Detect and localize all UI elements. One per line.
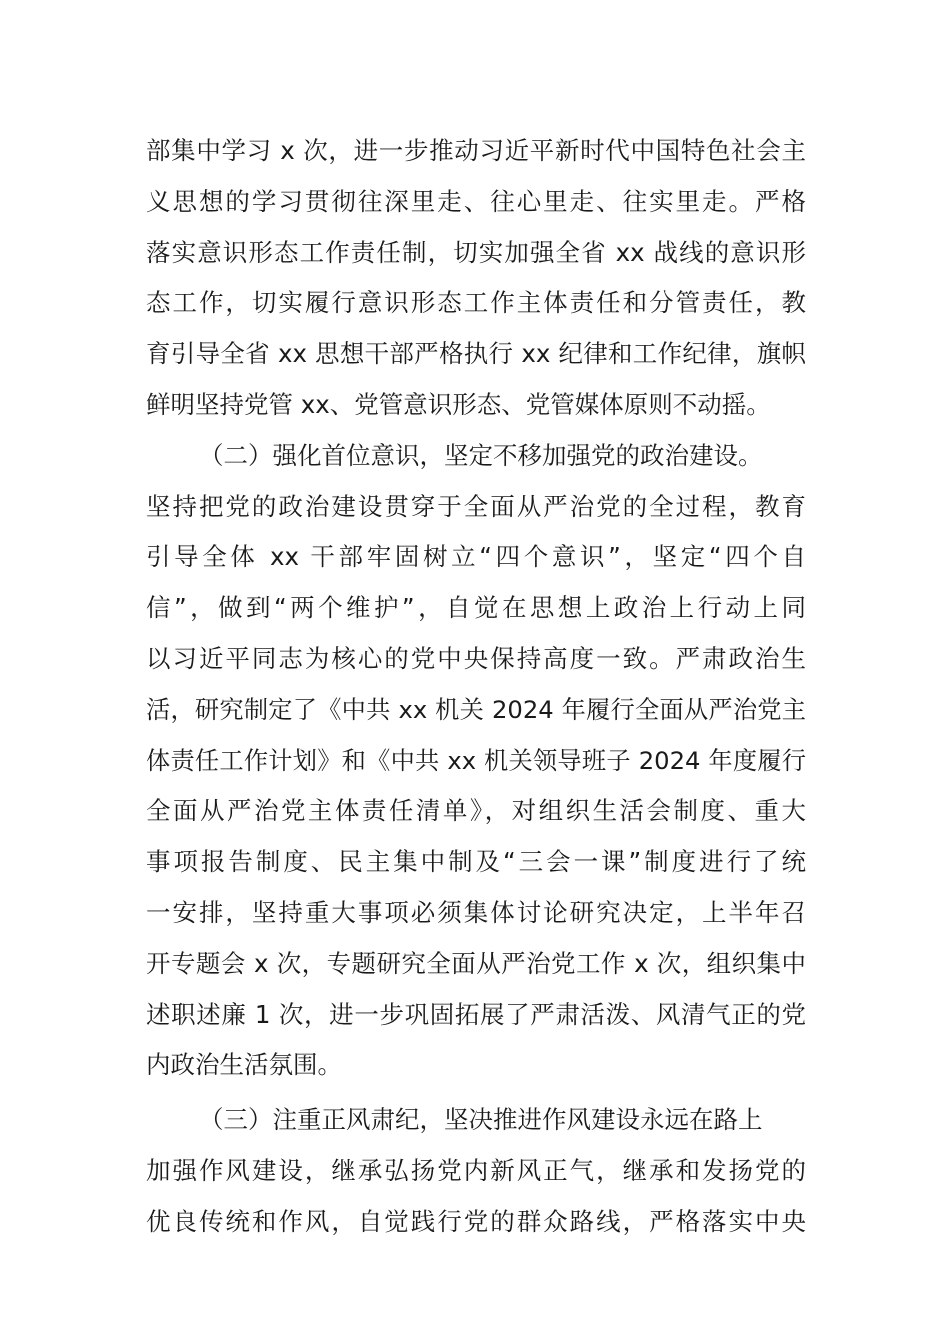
text-line: 鲜明坚持党管 xx、党管意识形态、党管媒体原则不动摇。: [146, 389, 771, 419]
text-line: 加强作风建设，继承弘扬党内新风正气，继承和发扬党的: [146, 1155, 806, 1185]
text-line: 以习近平同志为核心的党中央保持高度一致。严肃政治生: [146, 643, 806, 673]
text-line: 信”，做到“两个维护”，自觉在思想上政治上行动上同: [146, 593, 806, 623]
text-line: 事项报告制度、民主集中制及“三会一课”制度进行了统: [146, 847, 806, 877]
text-line: 引导全体 xx 干部牢固树立“四个意识”，坚定“四个自: [146, 542, 806, 572]
text-line: 落实意识形态工作责任制，切实加强全省 xx 战线的意识形: [146, 237, 806, 267]
text-line: 态工作，切实履行意识形态工作主体责任和分管责任，教: [146, 288, 806, 318]
section-heading: （二）强化首位意识，坚定不移加强党的政治建设。: [199, 440, 763, 470]
text-line: 优良传统和作风，自觉践行党的群众路线，严格落实中央: [146, 1206, 806, 1236]
text-line: 育引导全省 xx 思想干部严格执行 xx 纪律和工作纪律，旗帜: [146, 339, 806, 369]
text-line: 述职述廉 1 次，进一步巩固拓展了严肃活泼、风清气正的党: [146, 999, 806, 1029]
text-line: 活，研究制定了《中共 xx 机关 2024 年履行全面从严治党主: [146, 694, 806, 724]
text-line: 开专题会 x 次，专题研究全面从严治党工作 x 次，组织集中: [146, 948, 806, 978]
text-line: 体责任工作计划》和《中共 xx 机关领导班子 2024 年度履行: [146, 745, 806, 775]
text-line: 义思想的学习贯彻往深里走、往心里走、往实里走。严格: [146, 186, 806, 216]
text-line: 内政治生活氛围。: [146, 1050, 342, 1080]
text-line: 部集中学习 x 次，进一步推动习近平新时代中国特色社会主: [146, 136, 806, 165]
text-line: 一安排，坚持重大事项必须集体讨论研究决定，上半年召: [146, 897, 806, 927]
text-line: 坚持把党的政治建设贯穿于全面从严治党的全过程，教育: [146, 491, 806, 521]
text-line: 全面从严治党主体责任清单》，对组织生活会制度、重大: [146, 796, 806, 826]
body-text: [146, 126, 806, 1248]
section-heading: （三）注重正风肃纪，坚决推进作风建设永远在路上: [199, 1105, 763, 1135]
